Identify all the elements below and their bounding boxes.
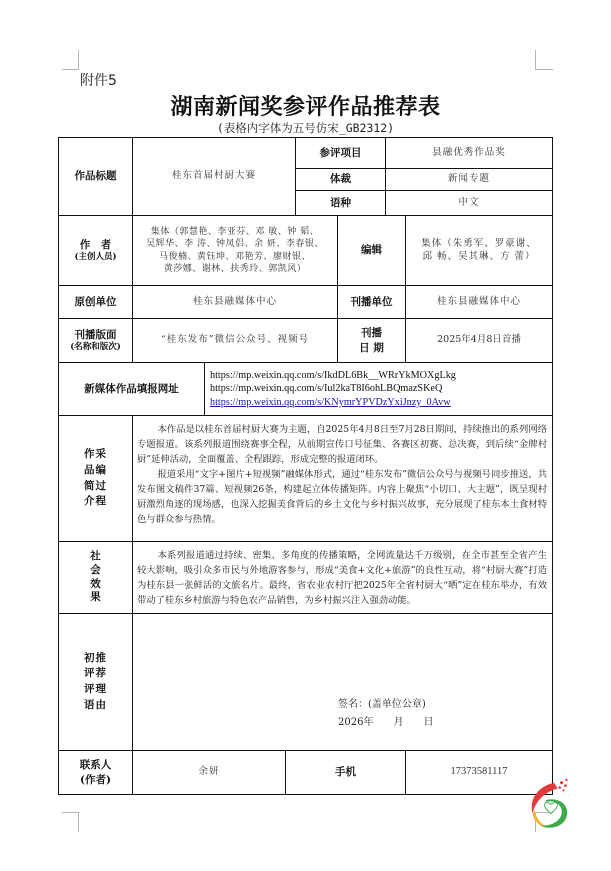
publish-unit-label: 刊播单位 [337, 285, 406, 319]
effect-label-line: 会 [90, 563, 101, 576]
url-link[interactable]: https://mp.weixin.qq.com/s/KNymrYPVDzYxiJnzy_0Avw [210, 396, 451, 408]
crop-mark-top-left [62, 50, 79, 70]
category-label: 参评项目 [295, 137, 386, 169]
url-label: 新媒体作品填报网址 [58, 362, 205, 416]
review-label-line: 评理 [84, 683, 107, 695]
intro-label-line: 介程 [84, 495, 107, 508]
publish-date-label: 刊播 [361, 327, 382, 340]
effect-text [132, 541, 553, 614]
contact-label-cell [58, 750, 133, 795]
logo-dot [564, 784, 567, 787]
phone-label: 手机 [285, 750, 406, 795]
author-sublabel: (主创人员) [74, 251, 117, 262]
publish-page-label: 刊播版面 [74, 328, 117, 341]
logo-dot [565, 779, 567, 781]
contact-label: 联系人 [79, 759, 112, 772]
intro-label-line: 作采 [84, 448, 107, 460]
intro-label-line: 品编 [84, 463, 107, 476]
contact-sublabel: (作者) [80, 773, 111, 786]
author-label-cell [58, 215, 133, 286]
effect-label-line: 效 [90, 577, 101, 590]
publish-page-value: “桂东发布”微信公众号、视频号 [132, 318, 338, 363]
signature-line: 签名：(盖单位公章) [338, 699, 426, 710]
effect-label-line: 社 [90, 550, 101, 563]
url-list [204, 362, 553, 416]
review-label-line: 初推 [84, 651, 107, 664]
logo-dot [560, 781, 563, 784]
effect-paragraph: 本系列报道通过持续、密集、多角度的传播策略，全网流量达千万级别，在全市甚至全省产生较大影响，吸引众多市民与外地游客参与，形成“美食+文化+旅游”的良性互动，将“村厨大赛”打造为桂东县一张鲜活的文旅名片。最终，省农业农村厅把2025年全省村厨大“晒”定在桂东举办，有效带动了桂东乡村旅游与特色农产品销售，为乡村振兴注入强劲动能。 [137, 550, 547, 607]
publish-date-label-2: 日 期 [359, 341, 384, 354]
publish-unit-value: 桂东县融媒体中心 [405, 285, 553, 319]
intro-text [132, 415, 553, 542]
work-title-value: 桂东首届村厨大赛 [132, 137, 296, 216]
publish-date-value: 2025年4月8日首播 [405, 318, 553, 363]
intro-paragraph: 本作品是以桂东首届村厨大赛为主题，自2025年4月8日至7月28日期间，持续推出的系列网络专题报道。该系列报道围绕赛事全程，从前期宣传口号征集、各赛区初赛、总决赛，到后续“金牌村厨”延伸活动，全面覆盖、全程跟踪，形成完整的报道闭环。 [137, 424, 547, 466]
publish-page-label-cell [58, 318, 133, 363]
language-label: 语种 [295, 190, 386, 216]
signature-block [338, 696, 433, 731]
document-subtitle: (表格内字体为五号仿宋_GB2312) [216, 121, 395, 135]
editor-list [405, 215, 553, 286]
editor-line: 邱 畅、吴其琳、方 蕾） [422, 250, 536, 262]
genre-label: 体裁 [295, 168, 386, 191]
contact-value: 余妍 [132, 750, 286, 795]
crop-mark-bottom-left [62, 812, 79, 832]
review-label-line: 评荐 [84, 667, 107, 680]
intro-label [58, 415, 133, 542]
publish-page-sublabel: (名称和版次) [70, 341, 121, 352]
review-label [58, 613, 133, 751]
recommendation-form-table [58, 137, 553, 795]
category-value: 县融优秀作品奖 [385, 137, 553, 169]
intro-paragraph: 报道采用“文字+图片+短视频”融媒体形式，通过“桂东发布”微信公众号与视频号同步推送，共发布图文稿件37篇、短视频26条，构建起立体传播矩阵。内容上聚焦“小切口、大主题”，既呈现村厨激烈角逐的现场感，也深入挖掘美食背后的乡土文化与乡村振兴故事，充分展现了桂东本土食材特色与群众参与热情。 [137, 469, 547, 526]
author-line: 马俊楠、黄钰坤、邓艳芳、廖财银、 [158, 251, 311, 262]
review-label-line: 语由 [84, 698, 107, 711]
logo-dot [558, 786, 561, 789]
date-line: 2026年 月 日 [338, 716, 434, 728]
intro-label-line: 简过 [84, 479, 107, 492]
editor-label: 编辑 [337, 215, 406, 286]
logo-yellow-arc [533, 810, 548, 828]
phone-value: 17373581117 [405, 750, 553, 795]
url-link[interactable]: https://mp.weixin.qq.com/s/Iul2kaT8I6ohLBQmazSKeQ [210, 383, 443, 395]
author-line: 吴辉华、李 涛、钟凤侣、余 妍、李春银、 [146, 239, 324, 250]
author-line: 黄莎娜、谢林、扶秀玲、郭凯风） [163, 263, 307, 274]
effect-label [58, 541, 133, 614]
work-title-label: 作品标题 [58, 137, 133, 216]
attachment-number: 附件5 [80, 73, 117, 89]
origin-unit-value: 桂东县融媒体中心 [132, 285, 338, 319]
author-label: 作 者 [79, 238, 112, 251]
origin-unit-label: 原创单位 [58, 285, 133, 319]
crop-mark-top-right [535, 50, 553, 70]
logo-dot [562, 789, 564, 791]
effect-label-line: 果 [90, 591, 101, 604]
author-line: 集体（郭慧艳、李亚芬、邓 敏、钟 韬、 [150, 227, 320, 238]
editor-line: 集体（朱勇军、罗豪谢、 [421, 237, 537, 249]
logo-heart [545, 802, 558, 813]
media-center-logo [521, 775, 579, 833]
language-value: 中文 [385, 190, 553, 216]
publish-date-label-cell [337, 318, 406, 363]
document-title: 湖南新闻奖参评作品推荐表 [170, 94, 441, 120]
author-list [132, 215, 338, 286]
genre-value: 新闻专题 [385, 168, 553, 191]
url-link[interactable]: https://mp.weixin.qq.com/s/IkdDL6Bk__WRrYkMOXgLkg [210, 370, 456, 382]
